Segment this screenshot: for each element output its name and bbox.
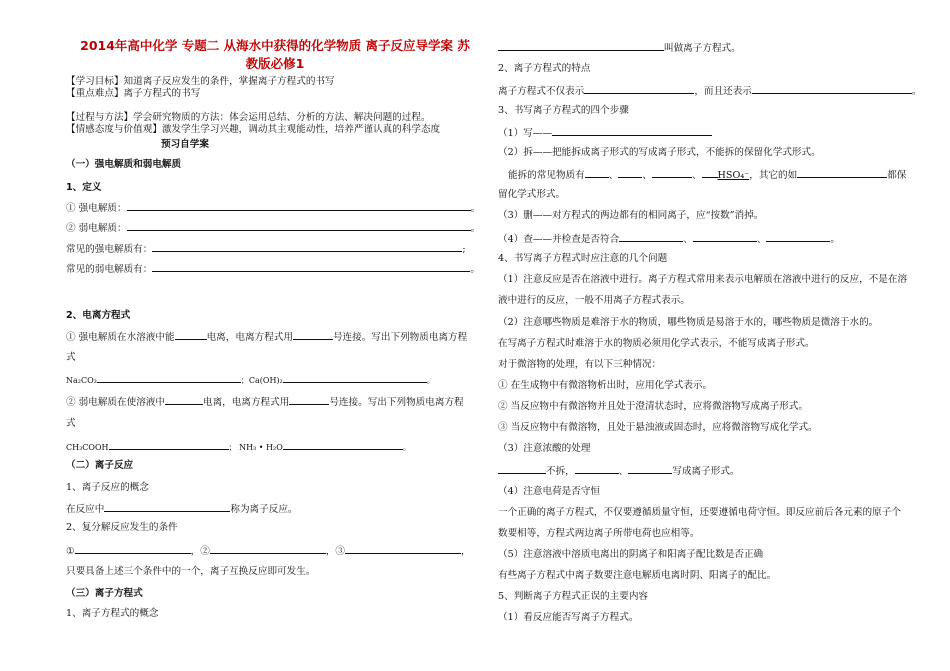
text: 液中进行的反应，一般不用离子方程式表示。 xyxy=(498,295,690,306)
text: （1）注意反应是否在溶液中进行。离子方程式常用来表示电解质在溶液中进行的反应，不是在溶 xyxy=(498,274,908,285)
text: 5、判断离子方程式正误的主要内容 xyxy=(498,591,649,602)
blank[interactable] xyxy=(293,330,333,340)
splittable-line xyxy=(508,168,906,182)
blank[interactable] xyxy=(619,232,683,242)
weak-electrolyte-blank[interactable] xyxy=(127,221,471,231)
blank[interactable] xyxy=(693,232,757,242)
text: 、 xyxy=(756,234,767,245)
text: 离子方程式不仅表示 xyxy=(498,86,585,97)
conditions-line xyxy=(66,544,471,558)
text: ① xyxy=(66,546,75,557)
nh3-blank[interactable] xyxy=(283,440,403,450)
step-delete: （3）删——对方程式的两边都有的相同离子，应“按数”消掉。 xyxy=(498,210,764,221)
text: ，③ xyxy=(325,546,345,557)
text: ③ 当反应物中有微溶物，且处于悬浊液或固态时，应将微溶物写成化学式。 xyxy=(498,422,818,433)
period: 。 xyxy=(470,264,480,275)
blank[interactable] xyxy=(345,544,461,554)
text: 对于微溶物的处理，有以下三种情况： xyxy=(498,359,662,370)
strong-electrolyte-label: ① 强电解质： xyxy=(66,203,127,214)
section-2-heading: （二）离子反应 xyxy=(66,460,134,471)
section-3-heading: （三）离子方程式 xyxy=(66,588,143,599)
text: 。 xyxy=(830,234,841,245)
semicolon: ; xyxy=(462,244,466,255)
nh3-label: ； NH₃ • H₂O xyxy=(228,443,283,452)
common-strong-line xyxy=(66,242,466,256)
step-split: （2）拆——把能拆成离子形式的写成离子形式，不能拆的保留化学式形式。 xyxy=(498,147,821,158)
blank[interactable] xyxy=(797,168,887,178)
weak-formula-line xyxy=(66,440,411,454)
blank[interactable] xyxy=(175,330,207,340)
ch3cooh-blank[interactable] xyxy=(109,440,229,450)
text: （4）注意电荷是否守恒 xyxy=(498,486,601,497)
text: 、 xyxy=(608,170,619,181)
text: 。 xyxy=(911,86,922,97)
definition-heading: 1、定义 xyxy=(66,182,102,193)
text: 在反应中 xyxy=(66,504,105,515)
text: 不拆， xyxy=(546,466,575,477)
caoh-label: ；Ca(OH)₂ xyxy=(240,376,283,385)
features-line xyxy=(498,84,922,98)
period: 。 xyxy=(426,376,435,385)
strong-ionization-line xyxy=(66,330,467,344)
blank[interactable] xyxy=(498,41,664,51)
text: （2）注意哪些物质是难溶于水的物质，哪些物质是易溶于水的，哪些物质是微溶于水的。 xyxy=(498,317,879,328)
na2co3-blank[interactable] xyxy=(97,373,241,383)
blank[interactable] xyxy=(752,84,912,94)
text: 、 xyxy=(691,170,702,181)
text: 能拆的常见物质有 xyxy=(508,170,585,181)
blank[interactable] xyxy=(766,232,830,242)
text: （3）注意浓酸的处理 xyxy=(498,443,591,454)
text: ，② xyxy=(190,546,210,557)
blank[interactable] xyxy=(289,395,329,405)
key-points: 【重点难点】离子方程式的书写 xyxy=(66,88,201,99)
blank[interactable] xyxy=(702,168,718,178)
common-strong-label: 常见的强电解质有： xyxy=(66,244,153,255)
text: ② 当反应物中有微溶物并且处于澄清状态时，应将微溶物写成离子形式。 xyxy=(498,401,809,412)
text: 都保 xyxy=(887,170,907,181)
strong-electrolyte-blank[interactable] xyxy=(127,201,471,211)
text: 、 xyxy=(642,170,652,181)
text: 号连接。写出下列物质电离方程 xyxy=(332,332,468,343)
notes-heading: 4、书写离子方程式时应注意的几个问题 xyxy=(498,253,668,264)
text: 、 xyxy=(618,466,629,477)
text: 式 xyxy=(66,418,76,429)
ionic-reaction-def-line xyxy=(66,502,298,516)
step-write xyxy=(498,126,712,140)
text: ① 在生成物中有微溶物析出时，应用化学式表示。 xyxy=(498,380,713,391)
text: （4）查——并检查是否符合 xyxy=(498,234,620,245)
text: 电离，电离方程式用 xyxy=(206,332,293,343)
period: 。 xyxy=(470,223,481,234)
text: 写成离子形式。 xyxy=(672,466,740,477)
blank[interactable] xyxy=(75,544,191,554)
text: 号连接。写出下列物质电离方程 xyxy=(329,397,464,408)
section-1-heading: （一）强电解质和弱电解质 xyxy=(66,159,182,170)
conditions-note: 只要具备上述三个条件中的一个，离子互换反应即可发生。 xyxy=(66,566,316,577)
blank[interactable] xyxy=(575,464,619,474)
common-weak-blank[interactable] xyxy=(152,262,470,272)
conc-acid-line xyxy=(498,464,740,478)
text: ② 弱电解质在使溶液中 xyxy=(66,397,165,408)
text: 电离，电离方程式用 xyxy=(203,397,290,408)
steps-heading: 3、书写离子方程式的四个步骤 xyxy=(498,105,629,116)
text: 有些离子方程式中离子数要注意电解质电离时阴、阳离子的配比。 xyxy=(498,570,777,581)
blank[interactable] xyxy=(628,464,672,474)
text: （1）看反应能否写离子方程式。 xyxy=(498,612,639,623)
emotional-attitude: 【情感态度与价值观】激发学生学习兴趣，调动其主观能动性，培养严谨认真的科学态度 xyxy=(66,124,441,135)
text: 留化学式形式。 xyxy=(498,189,566,200)
text: 一个正确的离子方程式，不仅要遵循质量守恒，还要遵循电荷守恒。即反应前后各元素的原子个 xyxy=(498,507,901,518)
blank[interactable] xyxy=(552,126,712,136)
common-strong-blank[interactable] xyxy=(152,242,462,252)
period: 。 xyxy=(470,203,481,214)
caoh-blank[interactable] xyxy=(283,373,427,383)
text: 式 xyxy=(66,352,76,363)
weak-electrolyte-label: ② 弱电解质： xyxy=(66,223,127,234)
text: 在写离子方程式时难溶于水的物质必须用化学式表示，不能写成离子形式。 xyxy=(498,338,815,349)
conditions-heading: 2、复分解反应发生的条件 xyxy=(66,522,178,533)
right-line-0 xyxy=(498,41,741,55)
text: 叫做离子方程式。 xyxy=(664,43,741,54)
strong-formula-line xyxy=(66,373,435,387)
blank[interactable] xyxy=(104,502,230,512)
blank[interactable] xyxy=(210,544,326,554)
text: （5）注意溶液中溶质电离出的阴离子和阳离子配比数是否正确 xyxy=(498,549,764,560)
learning-goal: 【学习目标】知道离子反应发生的条件，掌握离子方程式的书写 xyxy=(66,76,335,87)
text: ，而且还表示 xyxy=(694,86,752,97)
blank[interactable] xyxy=(498,464,546,474)
ionic-reaction-concept: 1、离子反应的概念 xyxy=(66,482,149,493)
text: 称为离子反应。 xyxy=(230,504,298,515)
ionic-equation-concept: 1、离子方程式的概念 xyxy=(66,608,159,619)
ionization-heading: 2、电离方程式 xyxy=(66,310,131,321)
weak-electrolyte-line xyxy=(66,221,480,235)
period: 。 xyxy=(402,443,411,452)
blank[interactable] xyxy=(618,168,642,178)
hso4-label: HSO₄⁻ xyxy=(717,170,750,181)
blank[interactable] xyxy=(585,168,609,178)
strong-electrolyte-line xyxy=(66,201,480,215)
blank[interactable] xyxy=(652,168,692,178)
text: 数要相等，方程式两边离子所带电荷也应相等。 xyxy=(498,528,700,539)
blank[interactable] xyxy=(584,84,694,94)
blank[interactable] xyxy=(165,395,203,405)
process-method: 【过程与方法】学会研究物质的方法：体会运用总结、分析的方法、解决问题的过程。 xyxy=(66,112,431,123)
preview-heading: 预习自学案 xyxy=(161,139,209,150)
common-weak-label: 常见的弱电解质有： xyxy=(66,264,153,275)
features-heading: 2、离子方程式的特点 xyxy=(498,63,591,74)
text: ，其它的如 xyxy=(749,170,798,181)
text: ① 强电解质在水溶液中能 xyxy=(66,332,175,343)
common-weak-line xyxy=(66,262,480,276)
text: 、 xyxy=(683,234,693,245)
doc-title-line1: 2014年高中化学 专题二 从海水中获得的化学物质 离子反应导学案 苏 xyxy=(80,38,470,53)
step-check xyxy=(498,232,840,246)
text: ， xyxy=(460,546,471,557)
ch3cooh-label: CH₃COOH xyxy=(66,443,109,452)
text: （1）写—— xyxy=(498,128,553,139)
weak-ionization-line xyxy=(66,395,464,409)
doc-title-line2: 教版必修1 xyxy=(245,56,305,71)
na2co3-label: Na₂CO₃ xyxy=(66,376,97,385)
